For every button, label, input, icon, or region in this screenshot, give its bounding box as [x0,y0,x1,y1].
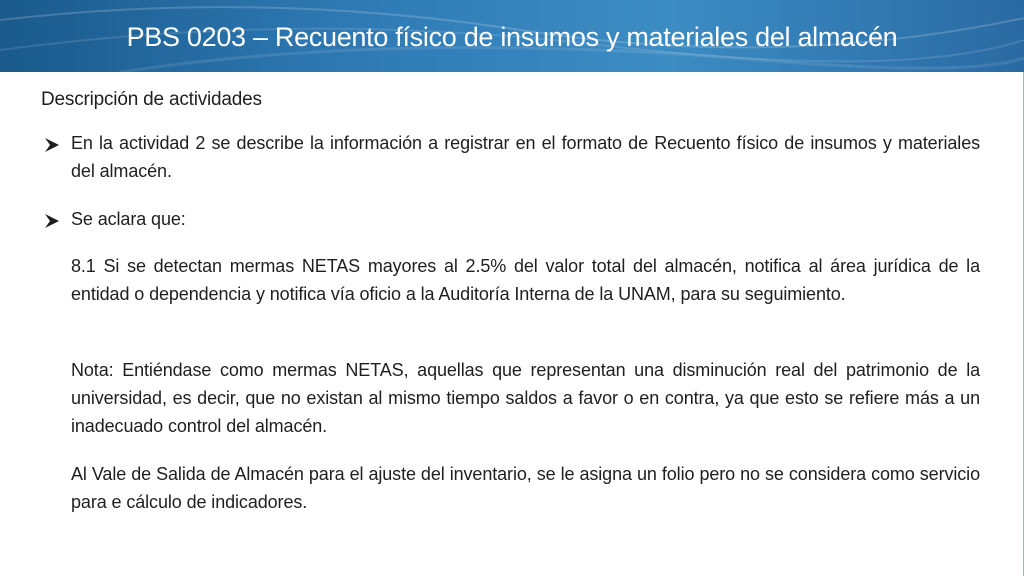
bullet-1-text: En la actividad 2 se describe la información a registrar en el formato de Recuento físico de insumos y materiales del almacén. [71,133,980,181]
paragraph-8-1-start: 8.1 Si se detectan [71,256,230,276]
keyword-mermas-netas: mermas NETAS [229,256,361,276]
paragraph-8-1-end: mayores al 2.5% del valor total del almacén, notifica al área jurídica de la entidad o dependencia y notifica vía oficio a la Auditoría Interna de la UNAM, para su seguimiento. [71,256,980,304]
arrow-bullet-icon [43,212,61,230]
arrow-bullet-icon [43,136,61,154]
paragraph-8-1 [71,252,980,308]
paragraph-nota [71,356,980,440]
bullet-2-text: Se aclara que: [71,209,186,229]
paragraph-nota-start: Nota: Entiéndase como [71,360,273,380]
paragraph-nota-end: , aquellas que representan una disminución real del patrimonio de la universidad, es decir, que no existan al mismo tiempo saldos a favor o en contra, ya que esto se refiere más a un inadecuado control del almacén. [71,360,980,436]
section-heading: Descripción de actividades [41,89,262,110]
keyword-mermas-netas: mermas NETAS [272,360,404,380]
title-bar [0,0,1024,72]
paragraph-vale-salida: Al Vale de Salida de Almacén para el ajuste del inventario, se le asigna un folio pero no se considera como servicio para e cálculo de indicadores. [71,464,980,512]
slide-title: PBS 0203 – Recuento físico de insumos y materiales del almacén [126,22,898,52]
